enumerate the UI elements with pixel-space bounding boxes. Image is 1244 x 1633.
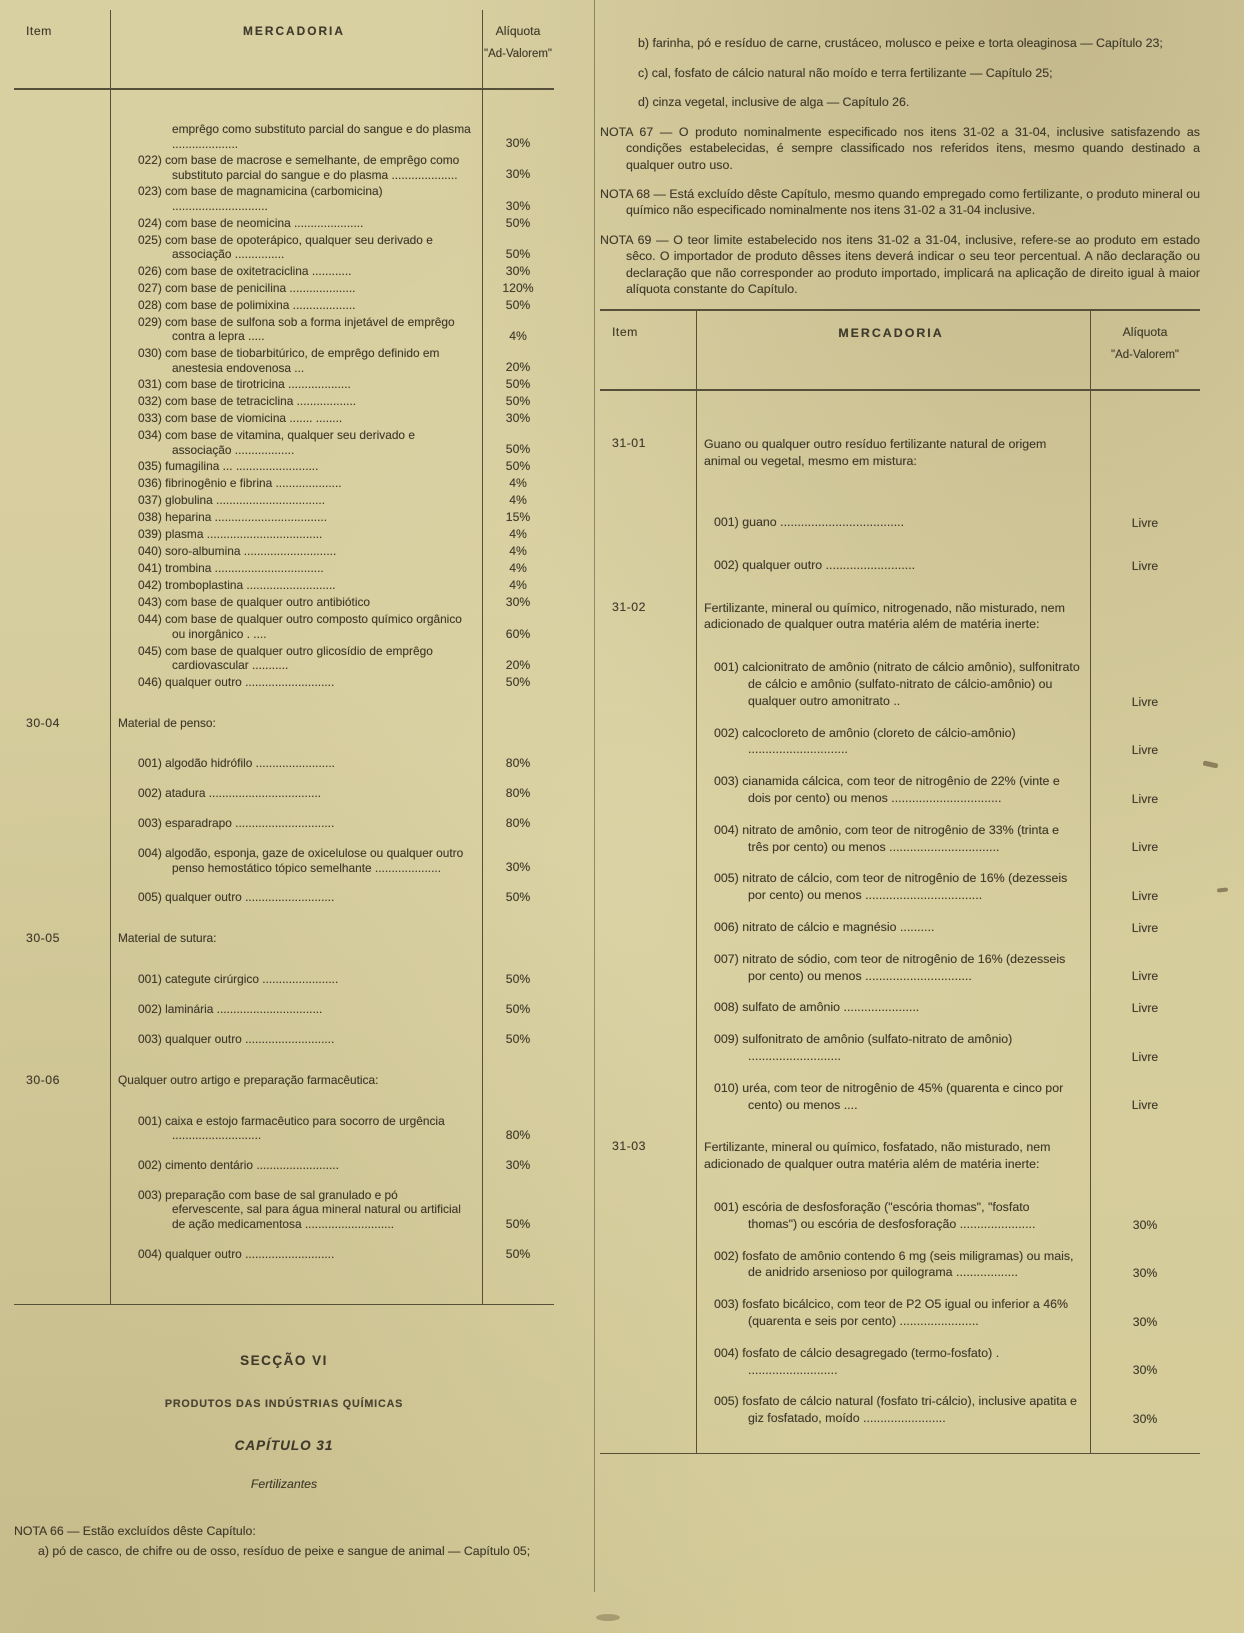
table-row — [14, 972, 554, 987]
aliquota-value: Livre — [1131, 969, 1159, 984]
merchandise-description: 022) com base de macrose e semelhante, de emprêgo como substituto parcial do sangue e do plasma .................... — [138, 153, 460, 182]
aliquota-value: 50% — [505, 394, 531, 409]
aliquota-value: Livre — [1131, 1098, 1159, 1113]
table-row — [14, 377, 554, 392]
chapter-name: Fertilizantes — [250, 1476, 318, 1491]
table-row — [14, 315, 554, 344]
table-row — [14, 298, 554, 313]
merchandise-description: Fertilizante, mineral ou químico, nitrogenado, não misturado, nem adicionado de qualquer outra matéria além de matéria inerte: — [704, 600, 1065, 632]
aliquota-value: 30% — [505, 198, 531, 213]
aliquota-value: 30% — [505, 411, 531, 426]
aliquota-value: 50% — [505, 246, 531, 261]
aliquota-value: 50% — [505, 1002, 531, 1017]
aliquota-value: Livre — [1131, 743, 1159, 758]
table-row — [14, 428, 554, 457]
table-row — [14, 153, 554, 182]
table-row — [600, 1031, 1200, 1065]
aliquota-value: 20% — [505, 360, 531, 375]
scan-artifact — [1203, 760, 1219, 768]
aliquota-value: Livre — [1131, 920, 1159, 935]
table-row — [14, 561, 554, 576]
merchandise-description: 046) qualquer outro ........................... — [138, 674, 335, 689]
merchandise-description: 001) caixa e estojo farmacêutico para socorro de urgência ........................... — [138, 1113, 445, 1143]
aliquota-value: 120% — [502, 280, 534, 295]
aliquota-value: 30% — [1132, 1217, 1158, 1232]
table-row — [14, 890, 554, 905]
tariff-table-right — [600, 309, 1200, 1453]
aliquota-value — [1090, 632, 1200, 633]
aliquota-value: 80% — [505, 1127, 531, 1142]
table-row — [14, 476, 554, 491]
aliquota-value: 4% — [509, 544, 527, 559]
merchandise-description: 002) atadura .................................. — [138, 786, 322, 801]
nota-67: NOTA 67 — O produto nominalmente especificado nos itens 31-02 a 31-04, inclusive satisfazendo as condições estabelecidas, é sempre classificado nos referidos itens, mesmo quando destinado a qualquer outro uso. — [600, 124, 1200, 172]
table-row — [14, 216, 554, 231]
table-row — [14, 233, 554, 262]
table-row — [600, 600, 1200, 634]
table-row — [14, 411, 554, 426]
aliquota-value: 30% — [1132, 1363, 1158, 1378]
chapter-heading: CAPÍTULO 31 — [234, 1437, 334, 1453]
merchandise-description: 003) fosfato bicálcico, com teor de P2 O5 igual ou inferior a 46% (quarenta e seis por cento) ....................... — [714, 1297, 1069, 1328]
aliquota-value: 50% — [505, 1032, 531, 1047]
merchandise-description: Qualquer outro artigo e preparação farmacêutica: — [118, 1073, 379, 1088]
merchandise-description: 023) com base de magnamicina (carbomicina) ............................. — [138, 184, 383, 213]
column-header-item: Item — [26, 24, 52, 38]
merchandise-description: 002) fosfato de amônio contendo 6 mg (seis miligramas) ou mais, de anidrido arsenioso por quilograma .................. — [714, 1248, 1074, 1280]
table-row — [14, 786, 554, 801]
merchandise-description: 043) com base de qualquer outro antibiótico — [138, 595, 371, 610]
item-code: 30-05 — [26, 931, 60, 946]
merchandise-description: 035) fumagilina ... ......................... — [138, 459, 319, 474]
merchandise-description: 002) calcocloreto de amônio (cloreto de cálcio-amônio) ............................. — [714, 725, 1016, 757]
ad-valorem-label: "Ad-Valorem" — [1110, 349, 1180, 362]
aliquota-value: Livre — [1131, 515, 1159, 530]
table-row — [14, 346, 554, 375]
aliquota-value: 4% — [509, 561, 527, 576]
merchandise-description: Material de sutura: — [118, 931, 217, 946]
table-header — [600, 309, 1200, 391]
table-row — [14, 595, 554, 610]
aliquota-value: 80% — [505, 786, 531, 801]
aliquota-value: Livre — [1131, 840, 1159, 855]
table-row — [600, 725, 1200, 759]
aliquota-value: 50% — [505, 674, 531, 689]
table-row — [14, 527, 554, 542]
table-row — [600, 870, 1200, 904]
table-row — [14, 612, 554, 641]
nota-66-item-a: a) pó de casco, de chifre ou de osso, resíduo de peixe e sangue de animal — Capítulo 05; — [38, 1544, 531, 1559]
table-header — [14, 10, 554, 90]
table-row — [14, 459, 554, 474]
merchandise-description: 005) nitrato de cálcio, com teor de nitrogênio de 16% (dezesseis por cento) ou menos .................................. — [714, 871, 1068, 903]
merchandise-description: 005) fosfato de cálcio natural (fosfato tri-cálcio), inclusive apatita e giz fosfatado, moído ........................ — [714, 1394, 1077, 1426]
aliquota-value: Livre — [1131, 694, 1159, 709]
merchandise-description: 039) plasma ................................... — [138, 527, 323, 542]
table-row — [14, 578, 554, 593]
aliquota-value — [1090, 469, 1200, 470]
merchandise-description: 001) calcionitrato de amônio (nitrato de cálcio amônio), sulfonitrato de cálcio e amônio (sulfato-nitrato de cálcio-amônio) ou qualquer outro amonitrato .. — [714, 660, 1080, 708]
aliquota-value: 50% — [505, 972, 531, 987]
table-row — [14, 544, 554, 559]
table-row — [14, 281, 554, 296]
table-row — [14, 675, 554, 690]
chapter-notes — [600, 10, 1200, 297]
aliquota-value: Livre — [1131, 558, 1159, 573]
merchandise-description: 026) com base de oxitetraciclina ............ — [138, 263, 352, 278]
table-row — [600, 436, 1200, 470]
table-body — [14, 90, 554, 1262]
aliquota-value: 30% — [505, 136, 531, 151]
aliquota-value: Livre — [1131, 791, 1159, 806]
merchandise-description: 003) qualquer outro ........................... — [138, 1032, 335, 1047]
table-row — [14, 493, 554, 508]
table-row — [14, 1032, 554, 1047]
table-row — [600, 1345, 1200, 1379]
merchandise-description: 001) algodão hidrófilo ........................ — [138, 756, 335, 771]
table-row — [14, 1002, 554, 1017]
table-row — [600, 999, 1200, 1016]
aliquota-value: Livre — [1131, 888, 1159, 903]
merchandise-description: 004) fosfato de cálcio desagregado (termo-fosfato) . .......................... — [714, 1345, 1000, 1377]
table-row — [14, 1073, 554, 1088]
table-vertical-rule — [696, 309, 697, 1452]
aliquota-value: 30% — [505, 595, 531, 610]
aliquota-value: 60% — [505, 626, 531, 641]
table-row — [14, 394, 554, 409]
section-subtitle: PRODUTOS DAS INDÚSTRIAS QUÍMICAS — [164, 1397, 404, 1410]
scan-artifact — [1217, 887, 1228, 892]
merchandise-description: 036) fibrinogênio e fibrina .................... — [138, 476, 342, 491]
column-header-item: Item — [612, 325, 638, 340]
merchandise-description: 003) esparadrapo .............................. — [138, 816, 335, 831]
tariff-table-left — [14, 10, 554, 1305]
table-row — [600, 659, 1200, 709]
merchandise-description: 041) trombina ................................. — [138, 561, 324, 576]
item-code: 30-04 — [26, 715, 60, 730]
merchandise-description: Fertilizante, mineral ou químico, fosfatado, não misturado, nem adicionado de qualquer outra matéria além de matéria inerte: — [704, 1140, 1051, 1172]
merchandise-description: 003) cianamida cálcica, com teor de nitrogênio de 22% (vinte e dois por cento) ou menos ................................ — [714, 774, 1060, 805]
merchandise-description: 010) uréa, com teor de nitrogênio de 45% (quarenta e cinco por cento) ou menos .... — [714, 1080, 1064, 1112]
merchandise-description: 008) sulfato de amônio ...................... — [714, 1000, 920, 1015]
nota-66: NOTA 66 — Estão excluídos dêste Capítulo: — [14, 1523, 256, 1538]
merchandise-description: 004) qualquer outro ........................... — [138, 1246, 335, 1261]
item-code: 31-03 — [612, 1139, 646, 1154]
item-code: 31-01 — [612, 436, 646, 451]
merchandise-description: 034) com base de vitamina, qualquer seu derivado e associação .................. — [138, 428, 415, 457]
merchandise-description: 007) nitrato de sódio, com teor de nitrogênio de 16% (dezesseis por cento) ou menos ............................... — [714, 951, 1066, 983]
aliquota-value: 80% — [505, 756, 531, 771]
merchandise-description: 027) com base de penicilina .................... — [138, 280, 356, 295]
merchandise-description: Material de penso: — [118, 715, 216, 730]
table-row — [14, 756, 554, 771]
merchandise-description: 001) categute cirúrgico ....................... — [138, 972, 339, 987]
column-divider-line — [594, 0, 595, 1592]
merchandise-description: 032) com base de tetraciclina .................. — [138, 394, 357, 409]
table-row — [600, 919, 1200, 936]
aliquota-value: 4% — [509, 527, 527, 542]
table-row — [14, 1188, 554, 1232]
table-row — [600, 1199, 1200, 1233]
aliquota-value: Livre — [1131, 1049, 1159, 1064]
table-row — [14, 1247, 554, 1262]
table-row — [600, 1139, 1200, 1173]
table-vertical-rule — [482, 10, 483, 1304]
aliquota-value: 4% — [509, 493, 527, 508]
aliquota-value: 4% — [509, 328, 527, 343]
merchandise-description: 033) com base de viomicina ....... ........ — [138, 411, 343, 426]
scan-artifact — [596, 1614, 620, 1621]
aliquota-value: 4% — [509, 476, 527, 491]
item-code: 30-06 — [26, 1073, 60, 1088]
nota-69: NOTA 69 — O teor limite estabelecido nos itens 31-02 a 31-04, inclusive, refere-se ao produto em estado sêco. O importador de produto dêsses itens deverá indicar o seu teor percentual. A não declaração ou declaração que não corresponder ao produto importado, implicará na aplicação de direito igual à maior alíquota constante do Capítulo. — [600, 232, 1200, 297]
aliquota-value: 30% — [505, 167, 531, 182]
table-row — [14, 184, 554, 213]
aliquota-value: 50% — [505, 1246, 531, 1261]
aliquota-value: 50% — [505, 297, 531, 312]
merchandise-description: 004) nitrato de amônio, com teor de nitrogênio de 33% (trinta e três por cento) ou menos ................................ — [714, 822, 1060, 854]
nota-68: NOTA 68 — Está excluído dêste Capítulo, mesmo quando empregado como fertilizante, o produto mineral ou químico não especificado nominalmente nos itens 31-02 a 31-04 inclusive. — [600, 187, 1200, 218]
item-code: 31-02 — [612, 599, 646, 614]
aliquota-value: 50% — [505, 890, 531, 905]
column-header-aliquota — [482, 24, 554, 88]
aliquota-label: Alíquota — [1122, 325, 1168, 340]
table-row — [14, 122, 554, 151]
aliquota-value: 30% — [505, 1157, 531, 1172]
table-row — [14, 1114, 554, 1143]
aliquota-value: 30% — [505, 860, 531, 875]
merchandise-description: 002) qualquer outro .......................... — [714, 557, 916, 572]
right-column — [600, 10, 1200, 1633]
table-row — [14, 510, 554, 525]
column-header-mercadoria: MERCADORIA — [243, 24, 345, 38]
note-item-c: c) cal, fosfato de cálcio natural não moído e terra fertilizante — Capítulo 25; — [638, 65, 1053, 80]
merchandise-description: 031) com base de tirotricina ................... — [138, 377, 351, 392]
column-header-aliquota — [1090, 325, 1200, 389]
merchandise-description: 040) soro-albumina ............................ — [138, 544, 337, 559]
aliquota-value: 30% — [505, 263, 531, 278]
merchandise-description: 037) globulina ................................. — [138, 493, 326, 508]
merchandise-description: 003) preparação com base de sal granulado e pó efervescente, sal para água mineral natural ou artificial de ação medicamentosa ........................... — [138, 1187, 461, 1232]
table-row — [600, 514, 1200, 531]
aliquota-value: 50% — [505, 215, 531, 230]
left-column — [14, 10, 554, 1633]
table-row — [14, 931, 554, 946]
merchandise-description: 006) nitrato de cálcio e magnésio .......... — [714, 919, 935, 934]
aliquota-value: 30% — [1132, 1314, 1158, 1329]
aliquota-value: 50% — [505, 459, 531, 474]
column-header-mercadoria: MERCADORIA — [838, 326, 944, 341]
merchandise-description: Guano ou qualquer outro resíduo fertilizante natural de origem animal ou vegetal, mesmo em mistura: — [704, 437, 1047, 469]
aliquota-value: 50% — [505, 377, 531, 392]
note-item-b: b) farinha, pó e resíduo de carne, crustáceo, molusco e peixe e torta oleaginosa — Capítulo 23; — [638, 36, 1163, 50]
aliquota-label: Alíquota — [495, 24, 541, 38]
table-row — [14, 1158, 554, 1173]
table-row — [600, 557, 1200, 574]
merchandise-description: emprêgo como substituto parcial do sangue e do plasma .................... — [172, 122, 471, 151]
merchandise-description: 042) tromboplastina ........................... — [138, 578, 336, 593]
table-row — [600, 822, 1200, 856]
table-row — [14, 716, 554, 731]
merchandise-description: 002) laminária ................................ — [138, 1002, 323, 1017]
merchandise-description: 002) cimento dentário ......................... — [138, 1157, 339, 1172]
table-row — [14, 644, 554, 673]
merchandise-description: 001) escória de desfosforação ("escória thomas", "fosfato thomas") ou escória de desfosforação ...................... — [714, 1199, 1036, 1231]
merchandise-description: 044) com base de qualquer outro composto químico orgânico ou inorgânico . .... — [138, 612, 462, 641]
table-row — [600, 1296, 1200, 1330]
ad-valorem-label: "Ad-Valorem" — [483, 48, 553, 60]
merchandise-description: 001) guano .................................... — [714, 515, 905, 530]
table-row — [600, 951, 1200, 985]
aliquota-value: 15% — [505, 510, 531, 525]
section-footer — [14, 1305, 554, 1560]
merchandise-description: 004) algodão, esponja, gaze de oxicelulose ou qualquer outro penso hemostático tópico semelhante .................... — [138, 846, 464, 875]
aliquota-value: 50% — [505, 442, 531, 457]
aliquota-value — [482, 729, 554, 730]
table-row — [600, 1393, 1200, 1427]
table-vertical-rule — [1090, 309, 1091, 1452]
merchandise-description: 025) com base de opoterápico, qualquer seu derivado e associação ............... — [138, 232, 433, 262]
aliquota-value: Livre — [1131, 1001, 1159, 1016]
aliquota-value: 20% — [505, 657, 531, 672]
table-row — [14, 816, 554, 831]
table-row — [600, 1080, 1200, 1114]
merchandise-description: 024) com base de neomicina ..................... — [138, 215, 364, 230]
aliquota-value — [482, 945, 554, 946]
table-row — [600, 1248, 1200, 1282]
merchandise-description: 005) qualquer outro ........................... — [138, 890, 335, 905]
aliquota-value: 30% — [1132, 1266, 1158, 1281]
table-row — [14, 846, 554, 875]
merchandise-description: 028) com base de polimixina ................... — [138, 297, 356, 312]
merchandise-description: 009) sulfonitrato de amônio (sulfato-nitrato de amônio) ........................... — [714, 1032, 1013, 1063]
aliquota-value: 50% — [505, 1216, 531, 1231]
note-item-d: d) cinza vegetal, inclusive de alga — Capítulo 26. — [638, 95, 910, 110]
aliquota-value — [482, 1087, 554, 1088]
table-row — [14, 264, 554, 279]
merchandise-description: 030) com base de tiobarbitúrico, de emprêgo definido em anestesia endovenosa ... — [138, 345, 440, 375]
merchandise-description: 038) heparina .................................. — [138, 510, 328, 525]
aliquota-value: 4% — [509, 578, 527, 593]
table-vertical-rule — [110, 10, 111, 1304]
table-row — [600, 773, 1200, 807]
section-title: SECÇÃO VI — [240, 1352, 328, 1368]
aliquota-value — [1090, 1172, 1200, 1173]
merchandise-description: 045) com base de qualquer outro glicosídio de emprêgo cardiovascular ........... — [138, 643, 433, 673]
aliquota-value: 30% — [1132, 1411, 1158, 1426]
merchandise-description: 029) com base de sulfona sob a forma injetável de emprêgo contra a lepra ..... — [138, 314, 455, 344]
table-body — [600, 391, 1200, 1426]
aliquota-value: 80% — [505, 816, 531, 831]
